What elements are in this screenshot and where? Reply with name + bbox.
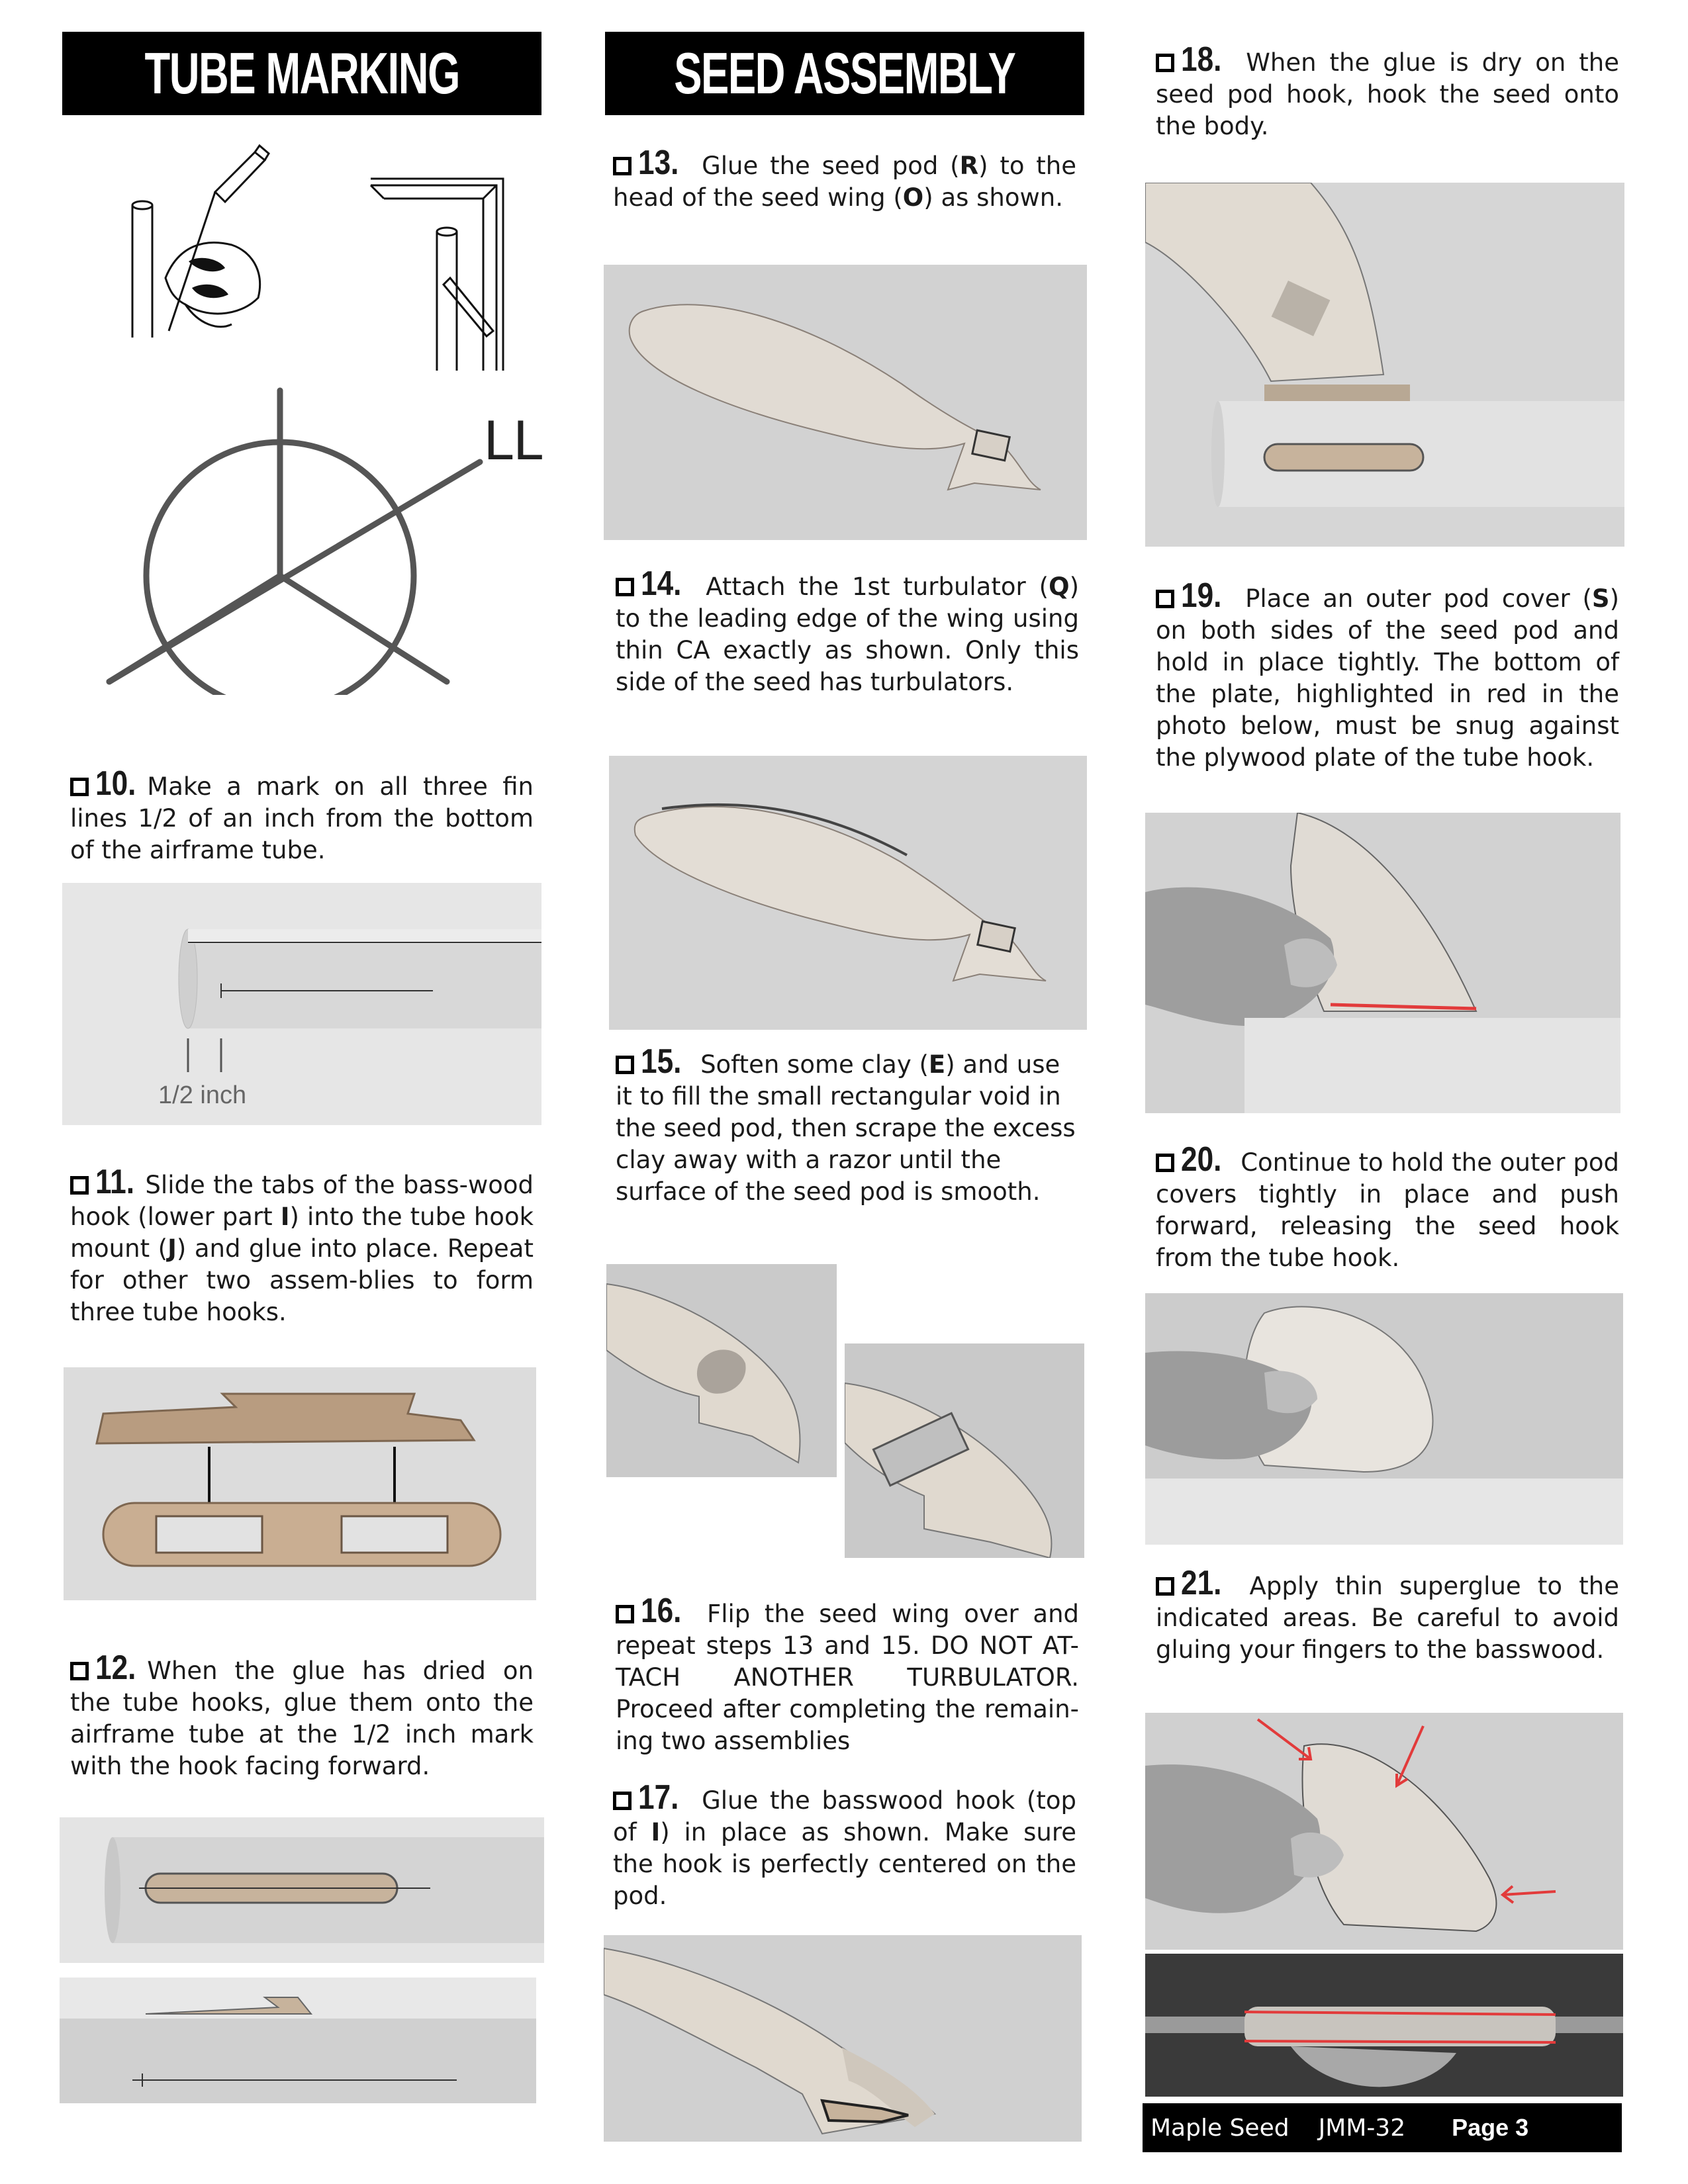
pod-cover-photo [1145, 813, 1620, 1113]
checkbox-12[interactable] [70, 1662, 89, 1680]
step-17: 17. Glue the basswood hook (top of I) in place as shown. Make sure the hook is perfectly centered on the pod. [613, 1778, 1076, 1910]
checkbox-14[interactable] [616, 578, 634, 596]
pencil-marking-sketch [106, 139, 536, 371]
step-10: 10. Make a mark on all three fin lines 1/2 of an inch from the bottom of the airframe tube. [70, 764, 534, 864]
checkbox-16[interactable] [616, 1605, 634, 1623]
checkbox-19[interactable] [1156, 590, 1174, 608]
step-18: 18. When the glue is dry on the seed pod hook, hook the seed onto the body. [1156, 40, 1620, 140]
step-20: 20. Continue to hold the outer pod covers tightly in place and push forward, releasing the seed hook from the tube hook. [1156, 1140, 1619, 1272]
step-11: 11. Slide the tabs of the bass-wood hook (lower part I) into the tube hook mount (J) and glue into place. Repeat for other two assem-blies to form three tube hooks. [70, 1163, 534, 1326]
footer-page-number: Page 3 [1452, 2114, 1529, 2141]
hook-mount-photo [64, 1367, 536, 1600]
checkbox-21[interactable] [1156, 1577, 1174, 1596]
step-15: 15. Soften some clay (E) and use it to fill the small rectangular void in the seed pod, then scrape the excess clay away with a razor until the surface of the seed pod is smooth. [616, 1042, 1076, 1206]
footer-code: JMM-32 [1318, 2114, 1406, 2142]
fin-line-diagram [93, 384, 549, 695]
step-16: 16. Flip the seed wing over and repeat steps 13 and 15. DO NOT AT-TACH ANOTHER TURBULATOR. Proceed after completing the remain-ing two assemblies [616, 1592, 1080, 1755]
checkbox-20[interactable] [1156, 1154, 1174, 1172]
tube-marking-header [62, 32, 541, 115]
tube-marking-title: TUBE MARKING [144, 40, 459, 106]
checkbox-15[interactable] [616, 1056, 634, 1074]
page-footer [1143, 2103, 1622, 2152]
tube-hook-top-photo [60, 1817, 544, 1963]
step-12: 12. When the glue has dried on the tube hooks, glue them onto the airframe tube at the 1/2 inch mark with the hook facing forward. [70, 1649, 534, 1780]
seed-wing-pod-photo [604, 265, 1087, 540]
step-21: 21. Apply thin superglue to the indicated areas. Be careful to avoid gluing your fingers to the basswood. [1156, 1564, 1619, 1664]
checkbox-18[interactable] [1156, 54, 1174, 72]
tube-hook-side-photo [60, 1978, 536, 2103]
razor-scrape-photo [845, 1343, 1084, 1558]
turbulator-photo [609, 756, 1087, 1030]
step-13: 13. Glue the seed pod (R) to the head of the seed wing (O) as shown. [613, 144, 1076, 212]
step-14: 14. Attach the 1st turbulator (Q) to the leading edge of the wing using thin CA exactly as shown. Only this side of the seed has turbulators. [616, 565, 1079, 696]
checkbox-11[interactable] [70, 1176, 89, 1195]
step-19: 19. Place an outer pod cover (S) on both sides of the seed pod and hold in place tightly. The bottom of the plate, highlighted in red in the photo below, must be snug against the plywood plate of the tube hook. [1156, 576, 1619, 772]
tube-mark-photo [62, 883, 541, 1125]
checkbox-10[interactable] [70, 778, 89, 796]
checkbox-17[interactable] [613, 1792, 632, 1810]
clay-fill-photo [606, 1264, 837, 1477]
release-hook-photo [1145, 1293, 1623, 1545]
seed-assembly-title: SEED ASSEMBLY [674, 40, 1015, 106]
ll-label: LL [483, 410, 543, 472]
seed-hooked-photo [1145, 183, 1624, 547]
footer-title: Maple Seed [1150, 2114, 1289, 2142]
pod-cover-edge-photo [1145, 1954, 1623, 2097]
seed-assembly-header [605, 32, 1084, 115]
basswood-hook-photo [604, 1935, 1082, 2142]
half-inch-label: 1/2 inch [158, 1081, 247, 1109]
superglue-areas-photo [1145, 1713, 1623, 1950]
checkbox-13[interactable] [613, 157, 632, 175]
